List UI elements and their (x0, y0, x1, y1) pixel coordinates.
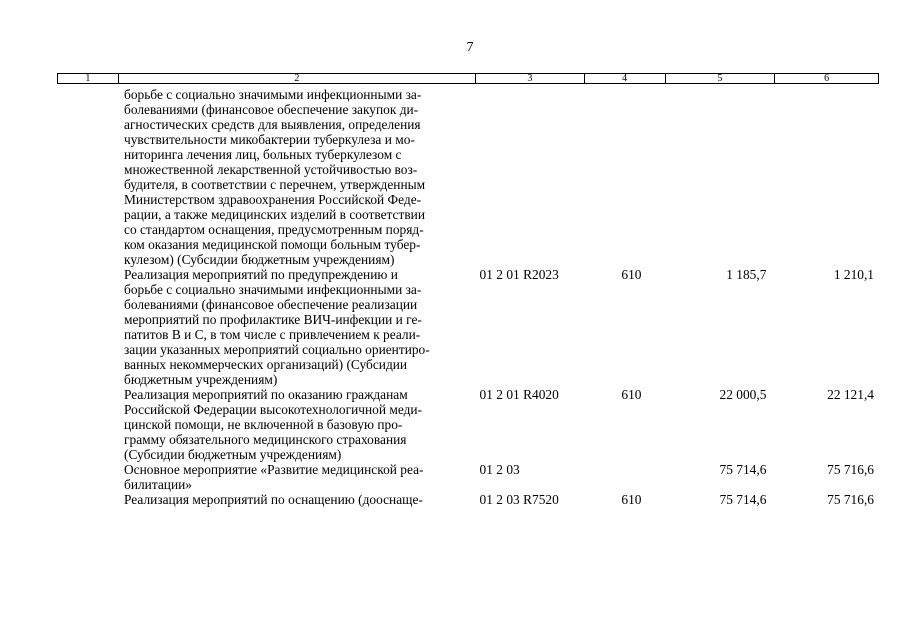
row-name: Реализация мероприятий по оказанию гражданам Российской Федерации высокотехнологичной меди- цинской помощи, не включенной в базовую про- грамму обязательного медицинского страхования (Субсидии бюджетным учреждениям) (124, 387, 423, 462)
row-value-5: 22 000,5 (719, 387, 767, 402)
table-row (57, 87, 879, 267)
table-row (57, 387, 879, 462)
table-row (57, 462, 879, 492)
row-name: Реализация мероприятий по предупреждению и борьбе с социально значимыми инфекционными за- болеваниями (финансовое обеспечение реализации мероприятий по профилактике ВИЧ-инфекции и ге- патитов В и С, в том числе с привлечением к реали- зации указанных мероприятий социально ориентиро- ванных некоммерческих организаций) (Субсидии бюджетным учреждениям) (124, 267, 430, 387)
row-type (586, 462, 667, 492)
row-type: 610 (621, 492, 642, 507)
row-code (478, 87, 587, 267)
row-value-6 (776, 87, 879, 267)
row-name: Реализация мероприятий по оснащению (дооснаще- (124, 492, 423, 507)
row-value-6: 75 716,6 (827, 462, 874, 477)
row-type: 610 (621, 387, 642, 402)
row-value-5 (667, 87, 777, 267)
row-code: 01 2 03 R7520 (479, 492, 559, 507)
header-col-5: 5 (666, 74, 776, 83)
row-code: 01 2 01 R2023 (479, 267, 559, 282)
row-name: борьбе с социально значимыми инфекционными за- болеваниями (финансовое обеспечение закупок ди- агностических средств для выявления, определения чувствительности микобактерии туберкулеза и мо- ниторинга лечения лиц, больных туберкулезом с множественной лекарственной устойчивостью воз- будителя, в соответствии с перечнем, утвержденным Министерством здравоохранения Российской Феде- рации, а также медицинских изделий в соответствии со стандартом оснащения, предусмотренным поряд- ком оказания медицинской помощи больным тубер- кулезом) (Субсидии бюджетным учреждениям) (124, 87, 426, 267)
row-value-5: 1 185,7 (726, 267, 767, 282)
row-type (586, 87, 667, 267)
table-body (57, 87, 879, 507)
row-value-6: 75 716,6 (827, 492, 874, 507)
header-col-2: 2 (119, 74, 476, 83)
header-col-4: 4 (585, 74, 666, 83)
row-type: 610 (621, 267, 642, 282)
page-number: 7 (466, 40, 474, 55)
row-code: 01 2 03 (479, 462, 520, 477)
header-col-1: 1 (58, 74, 119, 83)
row-value-6: 1 210,1 (833, 267, 874, 282)
row-code: 01 2 01 R4020 (479, 387, 559, 402)
header-col-3: 3 (476, 74, 585, 83)
header-col-6: 6 (824, 73, 830, 84)
row-value-6: 22 121,4 (827, 387, 874, 402)
row-value-5: 75 714,6 (719, 492, 767, 507)
row-value-5: 75 714,6 (719, 462, 767, 477)
table-row (57, 492, 879, 507)
row-name: Основное мероприятие «Развитие медицинской реа- билитации» (124, 462, 424, 492)
table-header-row (57, 73, 879, 84)
table-row (57, 267, 879, 387)
